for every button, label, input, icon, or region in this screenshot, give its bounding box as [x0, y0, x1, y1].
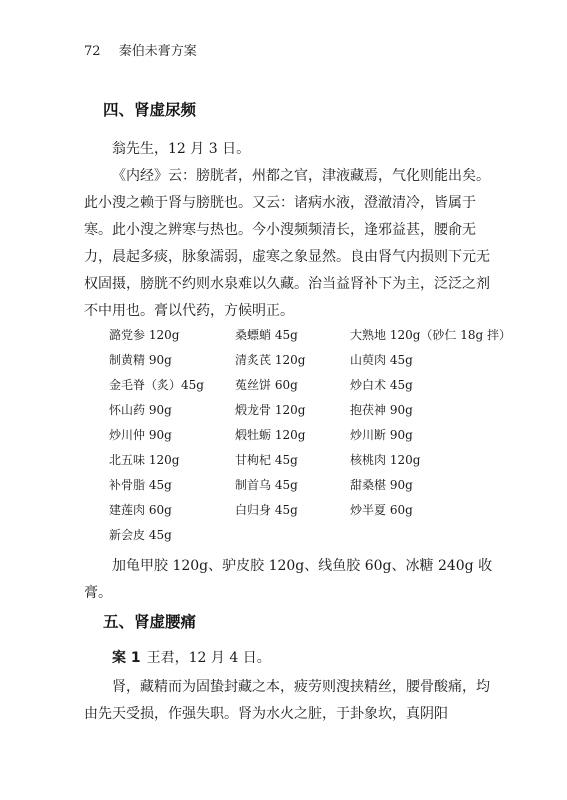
case-label: 案 1	[112, 650, 141, 666]
herb-item: 白归身 45g	[235, 503, 298, 517]
herb-item: 山萸肉 45g	[350, 353, 413, 367]
herb-item: 怀山药 90g	[109, 403, 172, 417]
additions-paragraph: 加龟甲胶 120g、驴皮胶 120g、线鱼胶 60g、冰糖 240g 收膏。	[84, 558, 493, 601]
herb-item: 补骨脂 45g	[109, 478, 172, 492]
herb-item: 清炙芪 120g	[235, 353, 306, 367]
herb-item: 桑螵蛸 45g	[235, 328, 298, 342]
herb-item: 大熟地 120g（砂仁 18g 拌）	[350, 328, 511, 342]
herb-item: 北五味 120g	[109, 453, 180, 467]
herb-item: 金毛脊（炙）45g	[109, 378, 204, 392]
herb-item: 菟丝饼 60g	[235, 378, 298, 392]
herb-item: 炒半夏 60g	[350, 503, 413, 517]
herb-item: 炒白术 45g	[350, 378, 413, 392]
page-number: 72	[84, 44, 101, 59]
patient-line: 翁先生，12 月 3 日。	[112, 141, 251, 157]
herb-item: 新会皮 45g	[109, 528, 172, 542]
herb-item: 甜桑椹 90g	[350, 478, 413, 492]
case-line	[84, 645, 496, 672]
herb-item: 制黄精 90g	[109, 353, 172, 367]
herb-item: 煅龙骨 120g	[235, 403, 306, 417]
case-body-paragraph: 肾，藏精而为固蛰封藏之本，疲劳则溲挟精丝，腰骨酸痛，均由先天受损，作强失职。肾为水火之脏，于卦象坎，真阴阳	[84, 679, 490, 722]
section-heading-kidney-back-pain: 五、肾虚腰痛	[103, 613, 197, 631]
herb-item: 炒川仲 90g	[109, 428, 172, 442]
herb-item: 甘枸杞 45g	[235, 453, 298, 467]
herb-item: 核桃肉 120g	[350, 453, 421, 467]
patient-line: 王君，12 月 4 日。	[146, 650, 271, 666]
herb-item: 煅牡蛎 120g	[235, 428, 306, 442]
section-heading-kidney-frequent-urination: 四、肾虚尿频	[103, 101, 197, 119]
herb-item: 建莲肉 60g	[109, 503, 172, 517]
case-body-paragraph: 《内经》云：膀胱者，州都之官，津液藏焉，气化则能出矣。此小溲之赖于肾与膀胱也。又云：诸病水液，澄澈清冷，皆属于寒。此小溲之辨寒与热也。今小溲频频清长，逢邪益甚，腰俞无力，晨起多痰，脉象濡弱，虚寒之象显然。良由肾气内损则下元无权固摄，膀胱不约则水泉难以久藏。治当益肾补下为主，泛泛之剂不中用也。膏以代药，方候明正。	[84, 168, 490, 319]
herb-item: 炒川断 90g	[350, 428, 413, 442]
book-title: 秦伯未膏方案	[118, 44, 197, 59]
herb-item: 抱茯神 90g	[350, 403, 413, 417]
running-header	[84, 40, 197, 59]
herb-item: 制首乌 45g	[235, 478, 298, 492]
herb-item: 潞党参 120g	[109, 328, 180, 342]
